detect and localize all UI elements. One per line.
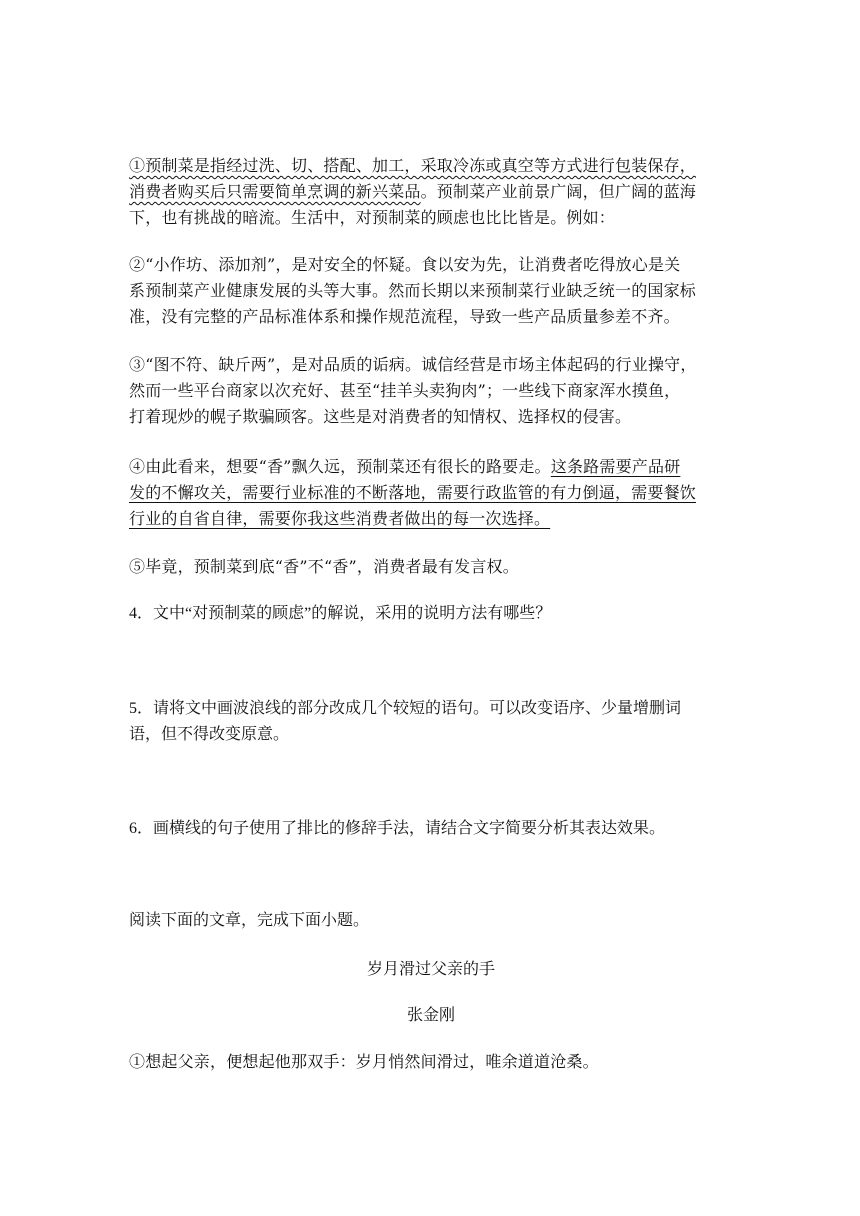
paragraph-line: ②“小作坊、添加剂”，是对安全的怀疑。食以安为先，让消费者吃得放心是关 xyxy=(129,255,681,274)
paragraph-text: 。预制菜产业前景广阔，但广阔的蓝海 xyxy=(420,182,697,201)
paragraph-line: 系预制菜产业健康发展的头等大事。然而长期以来预制菜行业缺乏统一的国家标 xyxy=(129,281,697,300)
paragraph-line: ①想起父亲，便想起他那双手：岁月悄然间滑过，唯余道道沧桑。 xyxy=(129,1052,599,1071)
article-title: 岁月滑过父亲的手 xyxy=(366,959,495,978)
underlined-sentence: 发的不懈攻关，需要行业标准的不断落地，需要行政监管的有力倒逼，需要餐饮 xyxy=(129,483,697,502)
question-line: 5．请将文中画波浪线的部分改成几个较短的语句。可以改变语序、少量增删词 xyxy=(129,700,682,717)
paragraph-line: 打着现炒的幌子欺骗顾客。这些是对消费者的知情权、选择权的侵害。 xyxy=(129,407,632,426)
passage-paragraph-4 xyxy=(129,454,733,532)
paragraph-text: ④由此看来，想要“香”飘久远，预制菜还有很长的路要走。 xyxy=(129,457,551,476)
question-5 xyxy=(129,696,733,748)
passage-paragraph-5 xyxy=(129,554,733,580)
question-line: 语，但不得改变原意。 xyxy=(129,726,290,743)
paragraph-line: ③“图不符、缺斤两”，是对品质的诟病。诚信经营是市场主体起码的行业操守， xyxy=(129,355,697,374)
section-instruction: 阅读下面的文章，完成下面小题。 xyxy=(129,912,370,929)
question-4: 4．文中“对预制菜的顾虑”的解说，采用的说明方法有哪些？ xyxy=(129,605,552,622)
paragraph-line: 准，没有完整的产品标准体系和操作规范流程，导致一些产品质量参差不齐。 xyxy=(129,307,680,326)
paragraph-line xyxy=(129,179,733,205)
paragraph-line: ⑤毕竟，预制菜到底“香”不“香”，消费者最有发言权。 xyxy=(129,557,519,576)
article-author: 张金刚 xyxy=(406,1005,455,1024)
underlined-sentence: 这条路需要产品研 xyxy=(550,457,681,476)
article-paragraph-1 xyxy=(129,1049,733,1075)
wavy-underlined-text: ①预制菜是指经过洗、切、搭配、加工，采取冷冻或真空等方式进行包装保存， xyxy=(129,156,697,175)
paragraph-line: 下，也有挑战的暗流。生活中，对预制菜的顾虑也比比皆是。例如： xyxy=(129,208,616,227)
passage-paragraph-2 xyxy=(129,252,733,330)
paragraph-line: 然而一些平台商家以次充好、甚至“挂羊头卖狗肉”；一些线下商家浑水摸鱼， xyxy=(129,381,681,400)
wavy-underlined-text: 消费者购买后只需要简单烹调的新兴菜品 xyxy=(129,182,421,201)
passage-paragraph-1 xyxy=(129,153,733,231)
underlined-sentence: 行业的自省自律，需要你我这些消费者做出的每一次选择。 xyxy=(129,509,551,528)
paragraph-line xyxy=(129,454,733,480)
passage-paragraph-3 xyxy=(129,352,733,430)
question-6: 6．画横线的句子使用了排比的修辞手法，请结合文字简要分析其表达效果。 xyxy=(129,820,666,837)
